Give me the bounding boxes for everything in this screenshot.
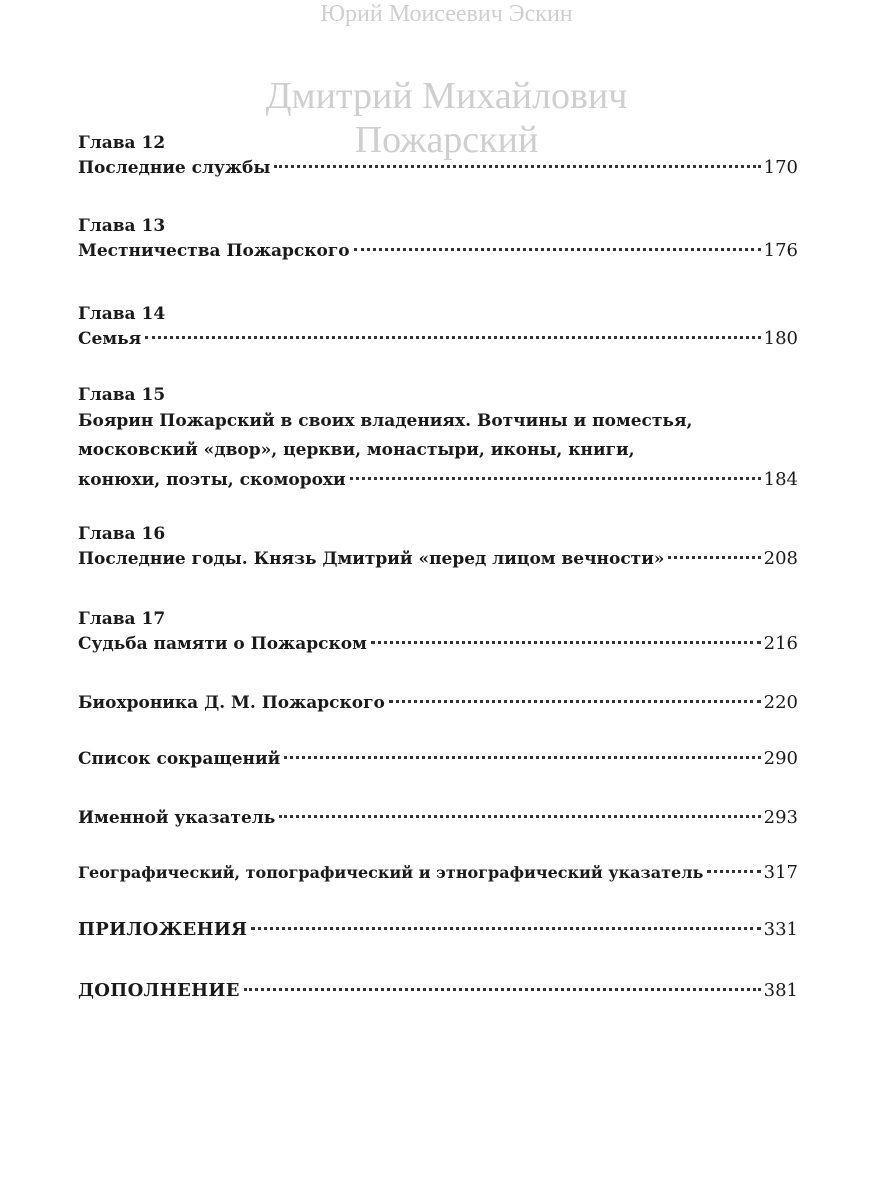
dot-leader	[350, 477, 761, 480]
toc-row	[78, 978, 798, 1003]
chapter-label: Глава 12	[78, 133, 166, 153]
dot-leader	[274, 165, 760, 168]
dot-leader	[354, 248, 761, 251]
toc-row	[78, 805, 798, 831]
section-title: Биохроника Д. М. Пожарского	[78, 693, 385, 713]
toc-row	[78, 546, 798, 572]
toc-entry-chapter-12	[78, 131, 798, 181]
chapter-label: Глава 15	[78, 385, 166, 405]
bleed-through-author: Юрий Моисеевич Эскин	[320, 1, 573, 27]
bleed-through-title-line2: Пожарский	[354, 119, 539, 161]
page-number: 290	[763, 748, 798, 769]
dot-leader	[284, 756, 760, 759]
chapter-title-line-1: Боярин Пожарский в своих владениях. Вотчины и поместья,	[78, 411, 693, 431]
dot-leader	[707, 870, 760, 873]
dot-leader	[389, 700, 761, 703]
section-title: ПРИЛОЖЕНИЯ	[78, 919, 248, 940]
page-number: 216	[763, 633, 798, 654]
chapter-label: Глава 16	[78, 524, 166, 544]
toc-entry-supplement	[78, 978, 798, 1003]
toc-entry-geo-index	[78, 860, 798, 885]
page-number: 180	[763, 328, 798, 349]
page-number: 170	[763, 157, 798, 178]
dot-leader	[668, 556, 760, 559]
toc-row	[78, 631, 798, 657]
toc-entry-chapter-16	[78, 522, 798, 572]
toc-entry-appendices	[78, 917, 798, 942]
page-number: 317	[763, 862, 798, 883]
page-number: 176	[763, 240, 798, 261]
toc-entry-abbreviations	[78, 746, 798, 772]
chapter-title-line-2: московский «двор», церкви, монастыри, иконы, книги,	[78, 440, 635, 460]
chapter-title: Последние службы	[78, 158, 271, 178]
toc-entry-chapter-14	[78, 302, 798, 352]
section-title: ДОПОЛНЕНИЕ	[78, 980, 240, 1001]
chapter-label: Глава 13	[78, 216, 166, 236]
dot-leader	[279, 815, 760, 818]
chapter-label: Глава 14	[78, 304, 166, 324]
chapter-title-line-3: конюхи, поэты, скоморохи	[78, 470, 346, 490]
section-title: Географический, топографический и этнографический указатель	[78, 863, 704, 882]
dot-leader	[145, 336, 760, 339]
page-number: 208	[763, 548, 798, 569]
section-title: Список сокращений	[78, 749, 281, 769]
toc-row	[78, 860, 798, 885]
bleed-through-title-line1: Дмитрий Михайлович	[265, 75, 628, 117]
toc-row	[78, 155, 798, 181]
toc-row	[78, 690, 798, 716]
page-number: 331	[763, 919, 798, 940]
chapter-title: Последние годы. Князь Дмитрий «перед лицом вечности»	[78, 549, 665, 569]
page-number: 381	[763, 980, 798, 1001]
toc-entry-biochronicle	[78, 690, 798, 716]
toc-entry-chapter-17	[78, 607, 798, 657]
toc-row	[78, 917, 798, 942]
chapter-title: Семья	[78, 329, 142, 349]
chapter-title: Местничества Пожарского	[78, 241, 350, 261]
dot-leader	[371, 641, 761, 644]
toc-row	[78, 238, 798, 264]
toc-entry-chapter-13	[78, 214, 798, 264]
toc-entry-name-index	[78, 805, 798, 831]
toc-row	[78, 465, 798, 495]
page-number: 184	[763, 469, 798, 490]
chapter-label: Глава 17	[78, 609, 166, 629]
dot-leader	[251, 927, 760, 930]
dot-leader	[244, 988, 761, 991]
toc-row	[78, 746, 798, 772]
toc-row	[78, 326, 798, 352]
chapter-title: Судьба памяти о Пожарском	[78, 634, 367, 654]
page-number: 293	[763, 807, 798, 828]
page-number: 220	[763, 692, 798, 713]
toc-entry-chapter-15	[78, 383, 798, 495]
section-title: Именной указатель	[78, 808, 276, 828]
